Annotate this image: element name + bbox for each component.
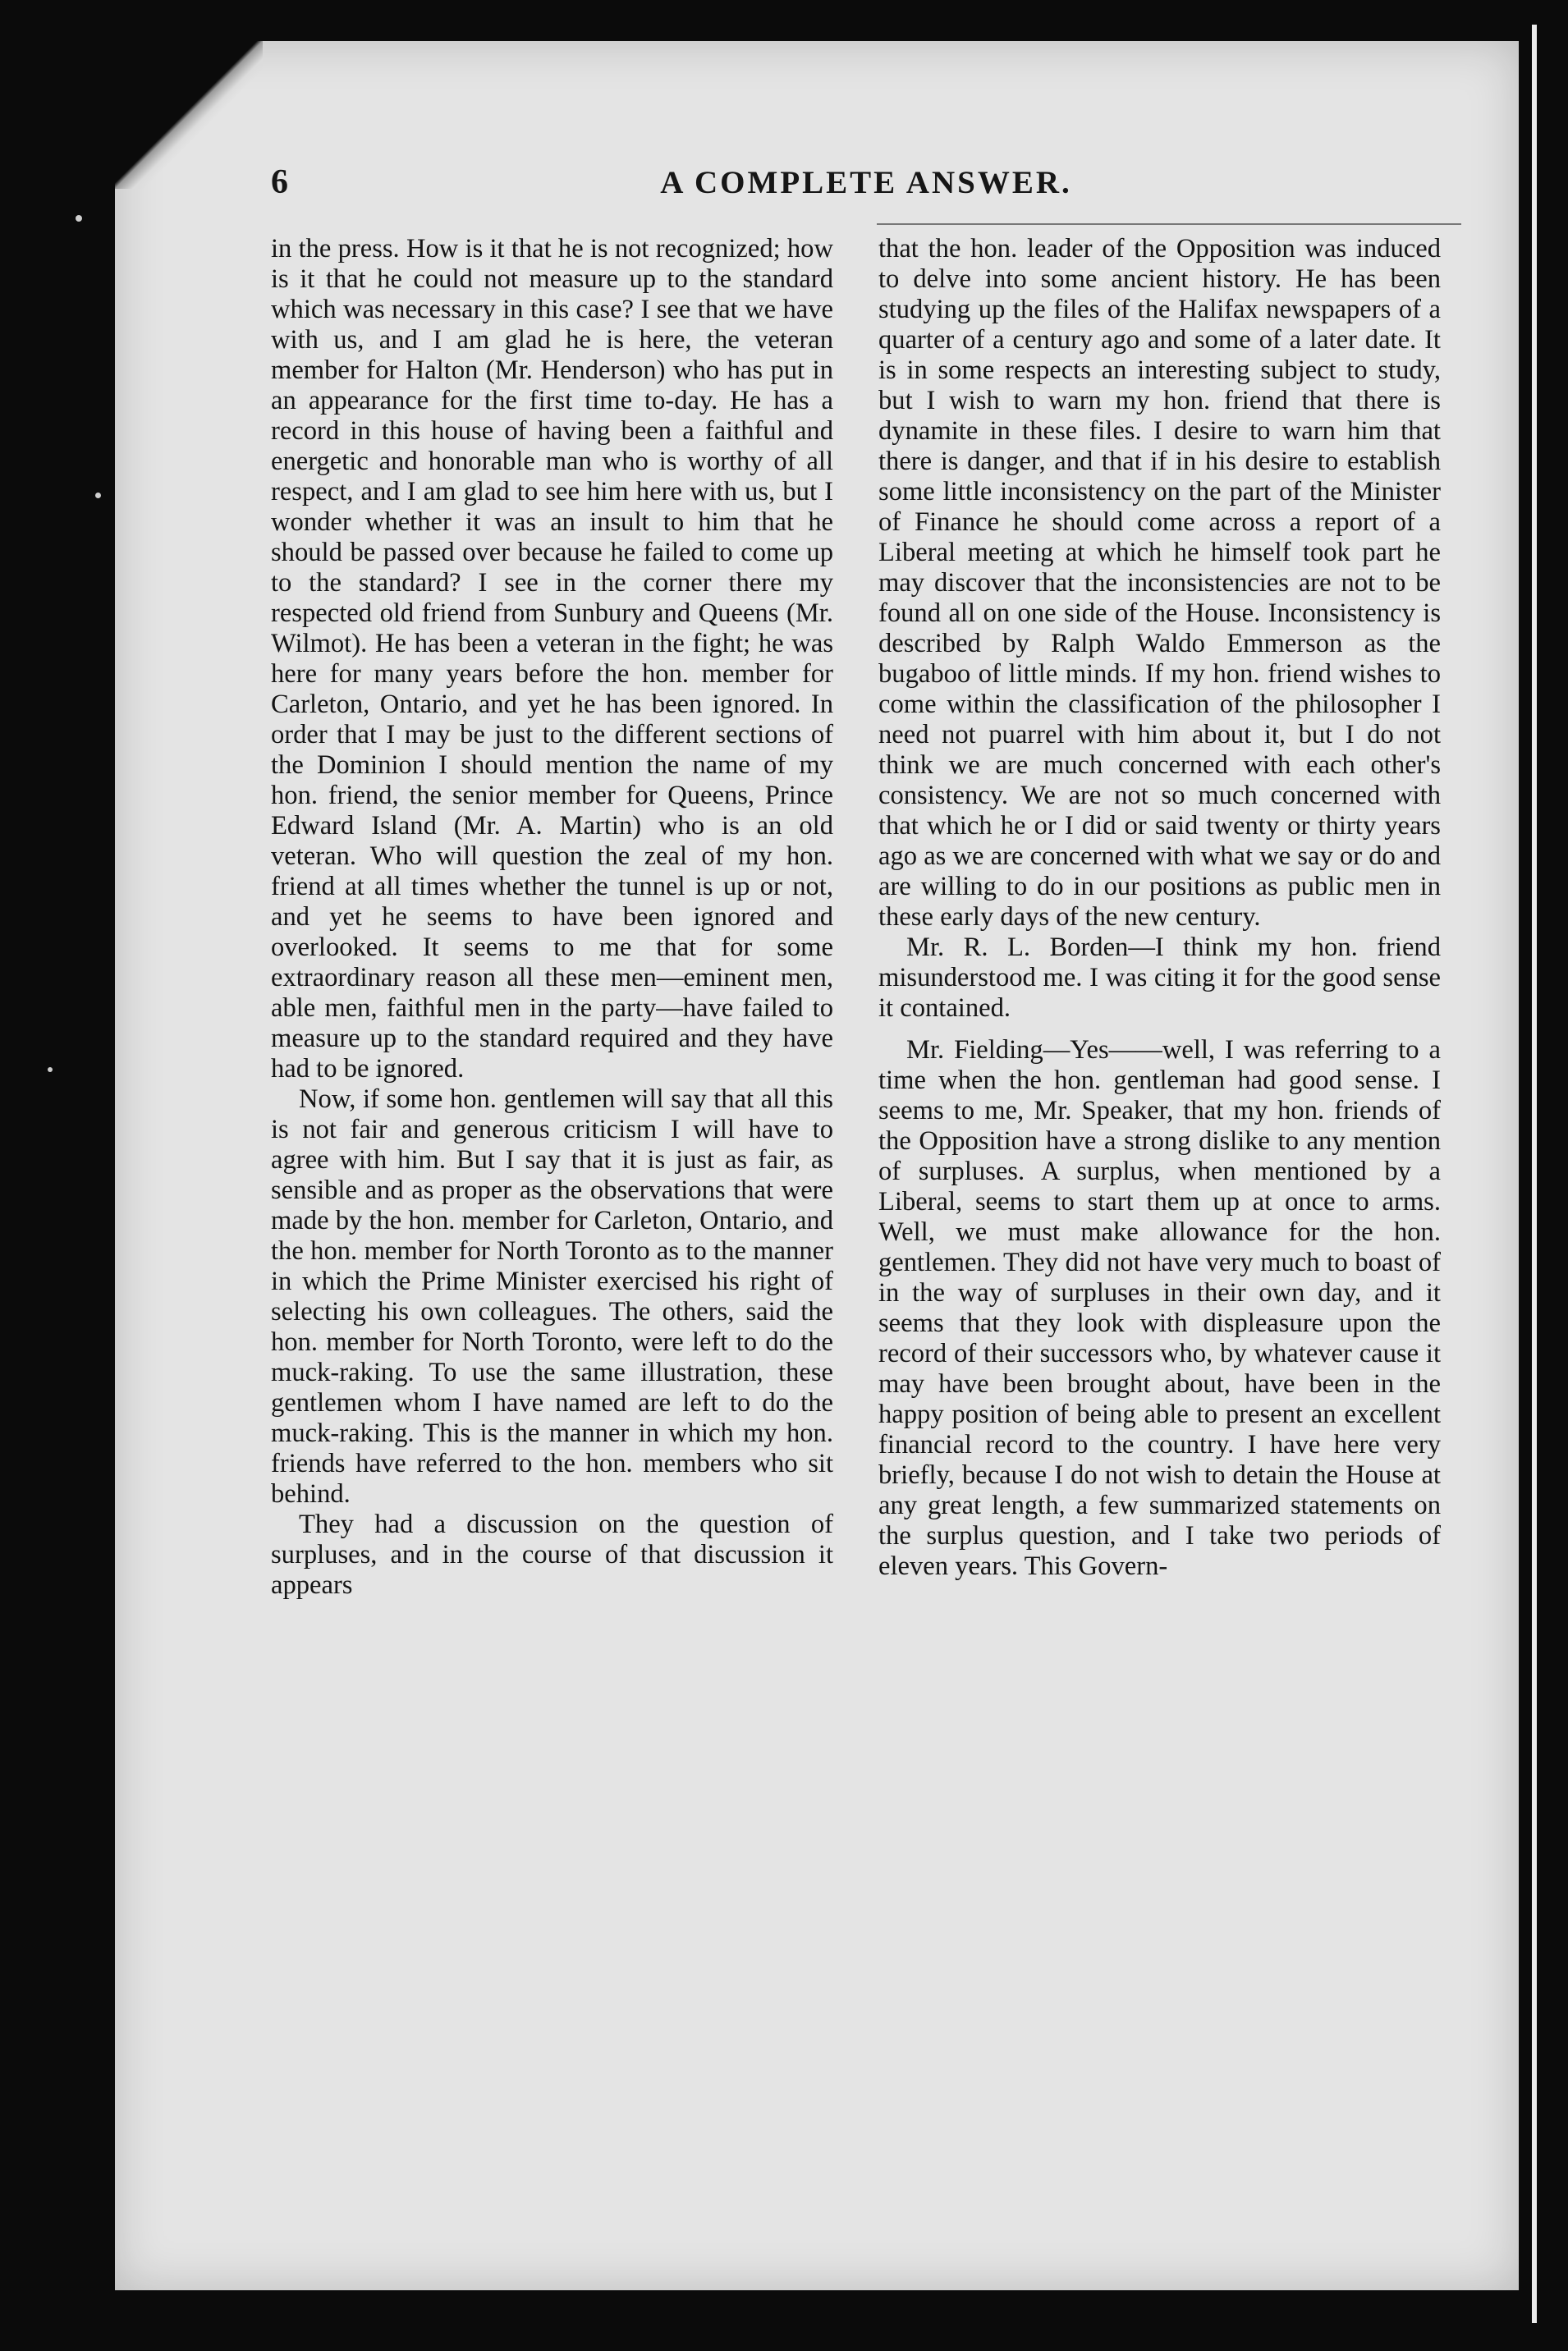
paragraph: Now, if some hon. gentlemen will say that all this is not fair and generous criticism I will have to agree with him. But I say that it is just as fair, as sensible and as proper as the observations that were made by the hon. member for Carleton, Ontario, and the hon. member for North Toronto as to the manner in which the Prime Minister exercised his right of selecting his own colleagues. The others, said the hon. member for North Toronto, were left to do the muck-raking. To use the same illustration, these gentlemen whom I have named are left to do the muck-raking. This is the manner in which my hon. friends have referred to the hon. members who sit behind.	[271, 1084, 833, 1509]
left-column	[271, 234, 833, 1601]
dust-speck	[76, 215, 82, 222]
paragraph: that the hon. leader of the Opposition was induced to delve into some ancient history. He has been studying up the files of the Halifax newspapers of a quarter of a century ago and some of a later date. It is in some respects an interesting subject to study, but I wish to warn my hon. friend that there is dynamite in these files. I desire to warn him that there is danger, and that if in his desire to establish some little inconsistency on the part of the Minister of Finance he should come across a report of a Liberal meeting at which he himself took part he may discover that the inconsistencies are not to be found all on one side of the House. Inconsistency is described by Ralph Waldo Emmerson as the bugaboo of little minds. If my hon. friend wishes to come within the classification of the philosopher I need not puarrel with him about it, but I do not think we are much concerned with each other's consistency. We are not so much concerned with that which he or I did or said twenty or thirty years ago as we are concerned with what we say or do and are willing to do in our positions as public men in these early days of the new century.	[878, 234, 1441, 932]
dust-speck	[48, 1067, 53, 1072]
page-header	[271, 163, 1461, 212]
paragraph: Mr. Fielding—Yes——well, I was referring to a time when the hon. gentleman had good sense. I seems to me, Mr. Speaker, that my hon. friends of the Opposition have a strong dislike to any mention of surpluses. A surplus, when mentioned by a Liberal, seems to start them up at once to arms. Well, we must make allowance for the hon. gentlemen. They did not have very much to boast of in the way of surpluses in their own day, and it seems that they look with displeasure upon the record of their successors who, by whatever cause it may have been brought about, have been in the happy position of being able to present an excellent financial record to the country. I have here very briefly, because I do not wish to detain the House at any great length, a few summarized statements on the surplus question, and I take two periods of eleven years. This Govern-	[878, 1035, 1441, 1581]
running-title: A COMPLETE ANSWER.	[660, 165, 1072, 200]
right-edge-line	[1532, 25, 1537, 2323]
paragraph: in the press. How is it that he is not recognized; how is it that he could not measure up to the standard which was necessary in this case? I see that we have with us, and I am glad he is here, the veteran member for Halton (Mr. Henderson) who has put in an appearance for the first time to-day. He has a record in this house of having been a faithful and energetic and honorable man who is worthy of all respect, and I am glad to see him here with us, but I wonder whether it was an insult to him that he should be passed over because he failed to come up to the standard? I see in the corner there my respected old friend from Sunbury and Queens (Mr. Wilmot). He has been a veteran in the fight; he was here for many years before the hon. member for Carleton, Ontario, and yet he has been ignored. In order that I may be just to the different sections of the Dominion I should mention the name of my hon. friend, the senior member for Queens, Prince Edward Island (Mr. A. Martin) who is an old veteran. Who will question the zeal of my hon. friend at all times whether the tunnel is up or not, and yet he seems to have been ignored and overlooked. It seems to me that for some extraordinary reason all these men—eminent men, able men, faithful men in the party—have failed to measure up to the standard required and they have had to be ignored.	[271, 234, 833, 1084]
header-rule	[877, 223, 1461, 225]
paragraph: Mr. R. L. Borden—I think my hon. friend misunderstood me. I was citing it for the good sense it contained.	[878, 933, 1441, 1023]
folded-corner	[115, 41, 263, 189]
page-number: 6	[271, 163, 288, 201]
right-column	[878, 234, 1441, 1582]
paragraph: They had a discussion on the question of surpluses, and in the course of that discussion it appears	[271, 1510, 833, 1600]
dust-speck	[95, 493, 101, 498]
